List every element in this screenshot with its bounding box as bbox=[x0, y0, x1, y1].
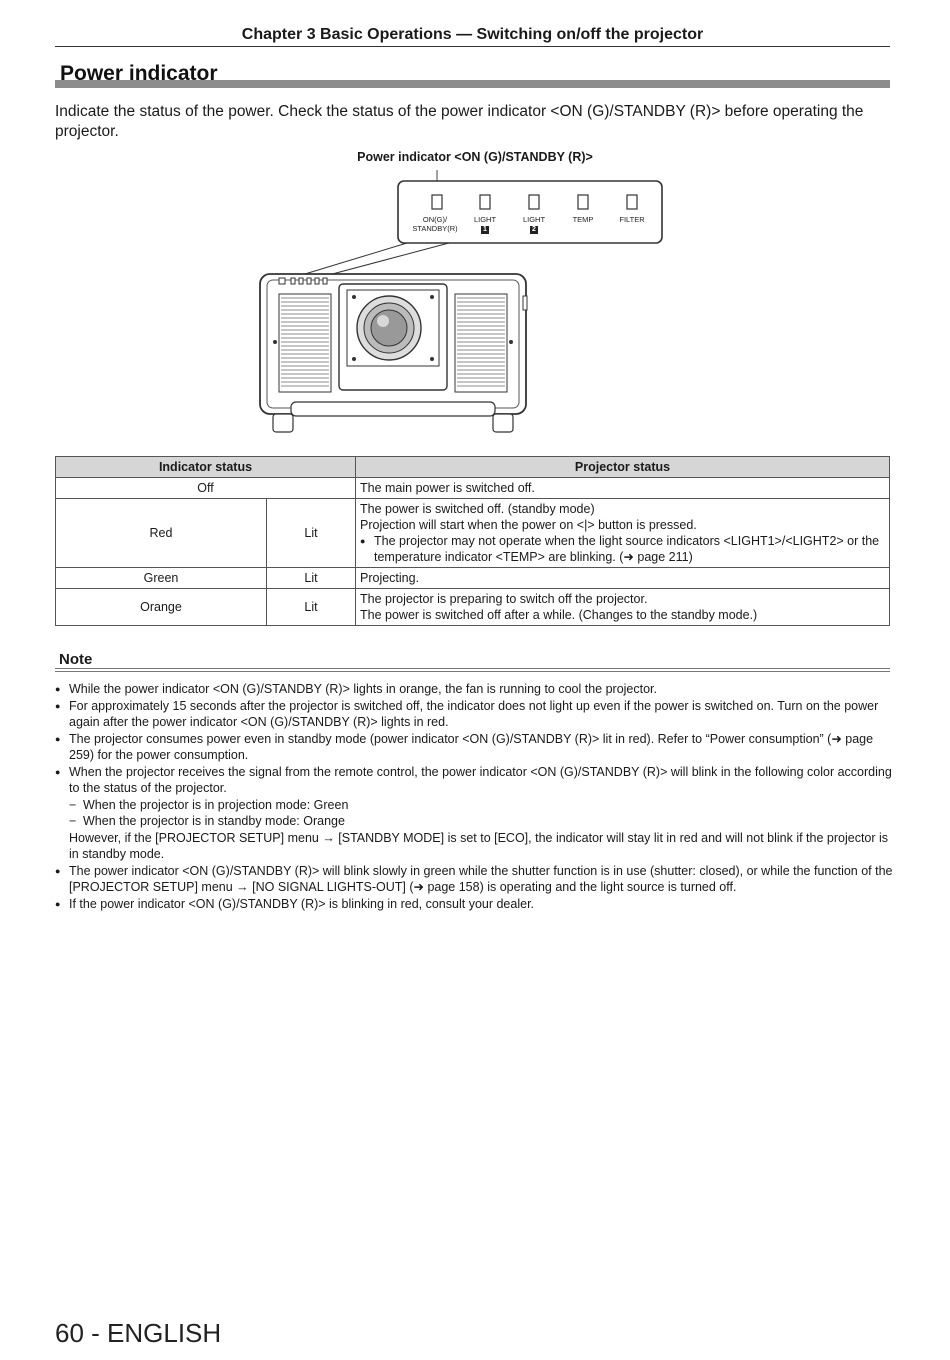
intro-text: Indicate the status of the power. Check the status of the power indicator <ON (G)/STANDBY (R)> before operating the projector. bbox=[55, 103, 864, 140]
light1-badge: 1 bbox=[481, 226, 489, 234]
desc-red bbox=[356, 499, 890, 568]
label-light2-text: LIGHT bbox=[522, 215, 546, 224]
note-item: ● When the projector receives the signal from the remote control, the power indicator <ON (G)/STANDBY (R)> will blink in the following color according to the status of the projector. bbox=[55, 764, 895, 797]
chapter-header: Chapter 3 Basic Operations — Switching on/off the projector bbox=[55, 26, 890, 47]
dash-mark: − bbox=[69, 797, 77, 812]
desc-orange-line1: The projector is preparing to switch off the projector. bbox=[360, 592, 648, 606]
table-header-row bbox=[56, 457, 890, 478]
dash-mark: − bbox=[69, 814, 77, 828]
desc-orange-line2: The power is switched off after a while. (Changes to the standby mode.) bbox=[360, 608, 758, 622]
note-sub-list bbox=[55, 797, 895, 830]
note-continuation: However, if the [PROJECTOR SETUP] menu → [STANDBY MODE] is set to [ECO], the indicator will stay lit in red and will not blink if the projector is in standby mode. bbox=[69, 830, 889, 861]
figure-caption: Power indicator <ON (G)/STANDBY (R)> bbox=[357, 150, 593, 164]
state-green: Lit bbox=[267, 568, 356, 589]
note-heading: Note bbox=[59, 651, 93, 668]
note-item: ● The power indicator <ON (G)/STANDBY (R)> will blink slowly in green while the shutter function is in use (shutter: closed), or while the function of the [PROJECTOR SETUP] menu → [NO SIGNAL LIGHTS-OUT] (➜ page 158) is operating and the light source is turned off. bbox=[55, 863, 895, 896]
label-on: ON(G)/ bbox=[422, 215, 448, 224]
note-sub-text: When the projector is in projection mode: Green bbox=[83, 797, 349, 812]
color-red: Red bbox=[56, 499, 267, 568]
note-sub-item bbox=[69, 797, 895, 814]
note-divider bbox=[55, 671, 890, 672]
state-red: Lit bbox=[267, 499, 356, 568]
note-sub-text: When the projector is in standby mode: Orange bbox=[83, 814, 345, 828]
color-orange: Orange bbox=[56, 589, 267, 626]
note-sub-item bbox=[69, 813, 895, 830]
section-title-bar bbox=[55, 62, 890, 90]
desc-orange bbox=[356, 589, 890, 626]
table-row bbox=[56, 499, 890, 568]
table-row bbox=[56, 589, 890, 626]
page-title: Power indicator bbox=[60, 62, 218, 85]
panel-label-light1 bbox=[465, 215, 505, 234]
label-light1-text: LIGHT bbox=[473, 215, 497, 224]
table-row bbox=[56, 568, 890, 589]
note-item: ● The projector consumes power even in standby mode (power indicator <ON (G)/STANDBY (R)> lit in red). Refer to “Power consumption” (➜ page 259) for the power consumption. bbox=[55, 731, 895, 764]
state-orange: Lit bbox=[267, 589, 356, 626]
table-row bbox=[56, 478, 890, 499]
light2-badge: 2 bbox=[530, 226, 538, 234]
panel-label-on-standby bbox=[407, 215, 463, 233]
note-item: ● If the power indicator <ON (G)/STANDBY (R)> is blinking in red, consult your dealer. bbox=[55, 896, 895, 913]
projector-drawing bbox=[255, 170, 675, 440]
desc-green: Projecting. bbox=[356, 568, 890, 589]
label-standby: STANDBY(R) bbox=[412, 224, 458, 233]
note-item: ● While the power indicator <ON (G)/STANDBY (R)> lights in orange, the fan is running to cool the projector. bbox=[55, 681, 895, 698]
panel-label-temp: TEMP bbox=[572, 215, 594, 224]
desc-off: The main power is switched off. bbox=[356, 478, 890, 499]
header-projector-status: Projector status bbox=[356, 457, 890, 478]
page-footer: 60 - ENGLISH bbox=[55, 1318, 222, 1348]
desc-red-line2: Projection will start when the power on <|> button is pressed. bbox=[360, 518, 697, 532]
color-green: Green bbox=[56, 568, 267, 589]
header-indicator-status: Indicator status bbox=[56, 457, 356, 478]
indicator-status-table bbox=[55, 456, 890, 626]
panel-label-light2 bbox=[514, 215, 554, 234]
desc-red-bullet: ● The projector may not operate when the light source indicators <LIGHT1>/<LIGHT2> or the temperature indicator <TEMP> are blinking. (➜ page 211) bbox=[360, 533, 885, 565]
panel-label-filter: FILTER bbox=[619, 215, 645, 224]
status-off: Off bbox=[56, 478, 356, 499]
note-item: ● For approximately 15 seconds after the projector is switched off, the indicator does not light up even if the power is switched on. Turn on the power again after the power indicator <ON (G)/STANDBY (R)> lights in red. bbox=[55, 698, 895, 731]
note-list bbox=[55, 681, 895, 912]
note-divider bbox=[55, 668, 890, 669]
projector-illustration bbox=[255, 170, 675, 440]
desc-red-line1: The power is switched off. (standby mode) bbox=[360, 502, 595, 516]
